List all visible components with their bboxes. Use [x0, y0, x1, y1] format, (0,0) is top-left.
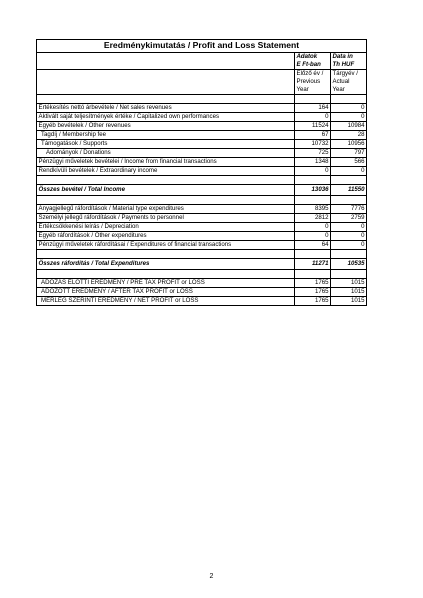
row-prev-value: 11524 — [295, 122, 331, 131]
total-income-prev: 13036 — [295, 185, 331, 196]
row-prev-value: 2812 — [295, 214, 331, 223]
row-curr-value: 7776 — [331, 205, 367, 214]
row-label: Pénzügyi műveletek bevételei / Income from financial transactions — [37, 158, 295, 167]
spacer-row — [37, 176, 367, 185]
header-row-2 — [37, 61, 367, 70]
spacer-row — [37, 95, 367, 104]
table-row — [37, 241, 367, 250]
row-label: Személyi jellegű ráfordítások / Payments to personnel — [37, 214, 295, 223]
row-curr-value: 1015 — [331, 297, 367, 306]
unit-label-en: Data in — [331, 53, 367, 62]
row-label: Rendkívüli bevételek / Extraordinary income — [37, 167, 295, 176]
row-label: Támogatások / Supports — [37, 140, 295, 149]
table-row — [37, 104, 367, 113]
row-curr-value: 1015 — [331, 288, 367, 297]
table-row — [37, 140, 367, 149]
header-row-3 — [37, 70, 367, 79]
header-row-1 — [37, 53, 367, 62]
page-number: 2 — [209, 573, 214, 580]
table-title-row — [37, 40, 367, 53]
actual-year-header-2: Actual — [331, 78, 367, 86]
row-curr-value: 10984 — [331, 122, 367, 131]
row-label: Értékesítés nettó árbevétele / Net sales revenues — [37, 104, 295, 113]
table-row — [37, 279, 367, 288]
row-prev-value: 0 — [295, 167, 331, 176]
row-curr-value: 0 — [331, 113, 367, 122]
row-curr-value: 566 — [331, 158, 367, 167]
total-expenditures-row — [37, 259, 367, 270]
total-expenditures-label: Összes ráfordítás / Total Expenditures — [37, 259, 295, 270]
row-curr-value: 1015 — [331, 279, 367, 288]
table-row — [37, 158, 367, 167]
row-curr-value: 2759 — [331, 214, 367, 223]
unit-value-hu: E Ft-ban — [295, 61, 331, 70]
row-prev-value: 1765 — [295, 297, 331, 306]
unit-value-en: Th HUF — [331, 61, 367, 70]
row-label: MÉRLEG SZERINTI EREDMÉNY / NET PROFIT or LOSS — [37, 297, 295, 306]
row-prev-value: 8395 — [295, 205, 331, 214]
row-prev-value: 725 — [295, 149, 331, 158]
table-row — [37, 205, 367, 214]
table-row — [37, 232, 367, 241]
table-row — [37, 223, 367, 232]
row-label: Értékcsökkenési leírás / Depreciation — [37, 223, 295, 232]
previous-year-header: Előző év / — [295, 70, 331, 79]
row-label: Egyéb bevételek / Other revenues — [37, 122, 295, 131]
unit-label-hu: Adatok — [295, 53, 331, 62]
table-row — [37, 113, 367, 122]
table-row — [37, 288, 367, 297]
row-label: Pénzügyi műveletek ráfordításai / Expenditures of financial transactions — [37, 241, 295, 250]
row-prev-value: 1765 — [295, 279, 331, 288]
row-label: Egyéb ráfordítások / Other expenditures — [37, 232, 295, 241]
row-prev-value: 10732 — [295, 140, 331, 149]
row-prev-value: 0 — [295, 223, 331, 232]
row-label: Tagdíj / Membership fee — [37, 131, 295, 140]
row-prev-value: 0 — [295, 113, 331, 122]
table-row — [37, 297, 367, 306]
row-prev-value: 0 — [295, 232, 331, 241]
row-label: Aktivált saját teljesítmények értéke / Capitalized own performances — [37, 113, 295, 122]
row-label: Anyagjellegű ráfordítások / Material type expenditures — [37, 205, 295, 214]
table-row — [37, 167, 367, 176]
row-curr-value: 10956 — [331, 140, 367, 149]
row-curr-value: 0 — [331, 104, 367, 113]
row-prev-value: 1765 — [295, 288, 331, 297]
total-income-curr: 11550 — [331, 185, 367, 196]
table-row — [37, 149, 367, 158]
actual-year-header-3: Year — [331, 86, 367, 95]
row-prev-value: 1348 — [295, 158, 331, 167]
row-label: ADÓZÁS ELŐTTI EREDMÉNY / PRE TAX PROFIT or LOSS — [37, 279, 295, 288]
row-curr-value: 797 — [331, 149, 367, 158]
header-row-4 — [37, 78, 367, 86]
profit-loss-table — [36, 39, 367, 306]
total-income-label: Összes bevétel / Total Income — [37, 185, 295, 196]
total-expenditures-prev: 11271 — [295, 259, 331, 270]
row-label: ADÓZOTT EREDMÉNY / AFTER TAX PROFIT or LOSS — [37, 288, 295, 297]
actual-year-header: Tárgyév / — [331, 70, 367, 79]
row-curr-value: 0 — [331, 223, 367, 232]
header-row-5 — [37, 86, 367, 95]
row-curr-value: 0 — [331, 232, 367, 241]
table-row — [37, 131, 367, 140]
row-prev-value: 164 — [295, 104, 331, 113]
total-expenditures-curr: 10535 — [331, 259, 367, 270]
total-income-row — [37, 185, 367, 196]
spacer-row — [37, 270, 367, 279]
table-title: Eredménykimutatás / Profit and Loss Statement — [37, 40, 367, 53]
spacer-row — [37, 250, 367, 259]
row-curr-value: 0 — [331, 241, 367, 250]
row-curr-value: 28 — [331, 131, 367, 140]
row-prev-value: 67 — [295, 131, 331, 140]
table-row — [37, 122, 367, 131]
spacer-row — [37, 196, 367, 205]
previous-year-header-2: Previous — [295, 78, 331, 86]
row-curr-value: 0 — [331, 167, 367, 176]
previous-year-header-3: Year — [295, 86, 331, 95]
table-row — [37, 214, 367, 223]
row-label: Adományok / Donations — [37, 149, 295, 158]
row-prev-value: 64 — [295, 241, 331, 250]
